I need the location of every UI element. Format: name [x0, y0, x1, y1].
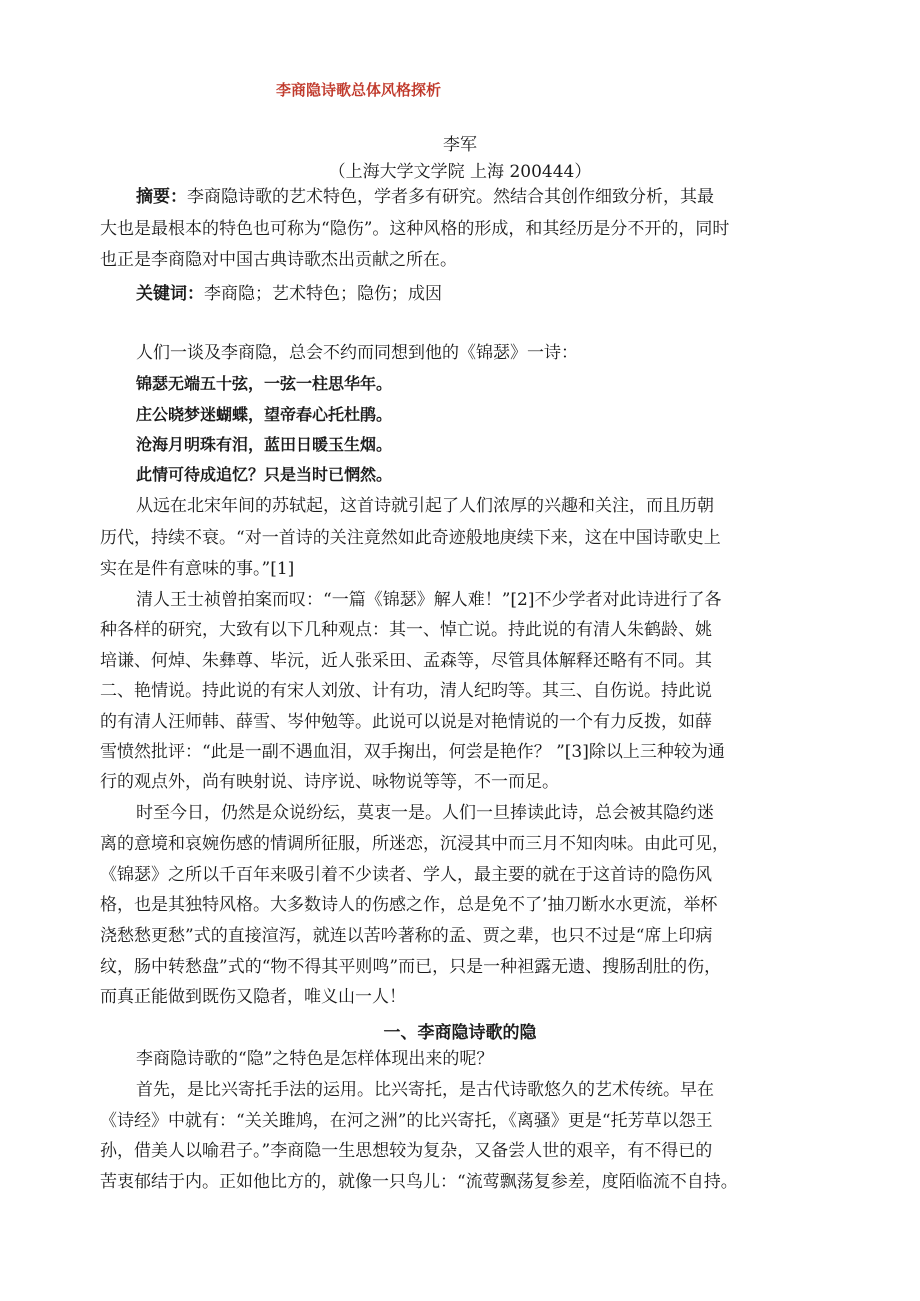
- poem-line: 庄公晓梦迷蝴蝶，望帝春心托杜鹃。: [136, 405, 393, 424]
- paragraph-line: 首先，是比兴寄托手法的运用。比兴寄托，是古代诗歌悠久的艺术传统。早在: [136, 1080, 714, 1100]
- abstract-line: 也正是李商隐对中国古典诗歌杰出贡献之所在。: [100, 250, 457, 270]
- author-affiliation: （上海大学文学院 上海 200444）: [328, 162, 592, 182]
- abstract-line: [136, 187, 836, 207]
- paragraph-line: 的有清人汪师韩、薛雪、岑仲勉等。此说可以说是对艳情说的一个有力反拨，如薛: [100, 712, 712, 732]
- paragraph-line: 而真正能做到既伤又隐者，唯义山一人！: [100, 987, 406, 1007]
- paper-title: 李商隐诗歌总体风格探析: [276, 81, 442, 99]
- abstract-text: 李商隐诗歌的艺术特色，学者多有研究。然结合其创作细致分析，其最: [187, 187, 714, 207]
- keywords-text: 李商隐；艺术特色；隐伤；成因: [204, 284, 442, 304]
- paragraph-line: 孙，借美人以喻君子。”李商隐一生思想较为复杂，又备尝人世的艰辛，有不得已的: [100, 1141, 713, 1161]
- paragraph-line: 培谦、何焯、朱彝尊、毕沅，近人张采田、孟森等，尽管具体解释还略有不同。其: [100, 651, 712, 671]
- abstract-line: 大也是最根本的特色也可称为“隐伤”。这种风格的形成，和其经历是分不开的，同时: [100, 219, 730, 239]
- author-name: 李军: [443, 135, 477, 155]
- paragraph-line: 苦衷郁结于内。正如他比方的，就像一只鸟儿：“流莺飘荡复参差，度陌临流不自持。: [100, 1172, 738, 1192]
- paragraph-line: 《锦瑟》之所以千百年来吸引着不少读者、学人，最主要的就在于这首诗的隐伤风: [100, 865, 712, 885]
- paragraph-line: 行的观点外，尚有映射说、诗序说、咏物说等等，不一而足。: [100, 772, 559, 792]
- intro-line: 人们一谈及李商隐，总会不约而同想到他的《锦瑟》一诗：: [136, 343, 578, 363]
- poem-line: 此情可待成追忆？只是当时已惘然。: [136, 465, 393, 484]
- paragraph-line: 从远在北宋年间的苏轼起，这首诗就引起了人们浓厚的兴趣和关注，而且历朝: [136, 496, 714, 516]
- paragraph-line: 历代，持续不衰。“对一首诗的关注竟然如此奇迹般地庚续下来，这在中国诗歌史上: [100, 528, 721, 548]
- paragraph-line: 格，也是其独特风格。大多数诗人的伤感之作，总是免不了’抽刀断水水更流，举杯: [100, 895, 718, 915]
- paragraph-line: 离的意境和哀婉伤感的情调所征服，所迷恋，沉浸其中而三月不知肉味。由此可见，: [100, 834, 729, 854]
- keywords-line: [136, 284, 836, 304]
- section-heading: 一、李商隐诗歌的隐: [383, 1023, 537, 1043]
- poem-line: 沧海月明珠有泪，蓝田日暖玉生烟。: [136, 435, 393, 454]
- paragraph-line: 种各样的研究，大致有以下几种观点：其一、悼亡说。持此说的有清人朱鹤龄、姚: [100, 620, 712, 640]
- paragraph-line: 时至今日，仍然是众说纷纭，莫衷一是。人们一旦捧读此诗，总会被其隐约迷: [136, 803, 714, 823]
- poem-line: 锦瑟无端五十弦，一弦一柱思华年。: [136, 374, 393, 393]
- paragraph-line: 浇愁愁更愁”式的直接渲泻，就连以苦吟著称的孟、贾之辈，也只不过是“席上印病: [100, 926, 713, 946]
- paragraph-line: 清人王士祯曾拍案而叹：“一篇《锦瑟》解人难！”[2]不少学者对此诗进行了各: [136, 590, 722, 610]
- keywords-label: 关键词：: [136, 284, 204, 304]
- paragraph-line: 李商隐诗歌的“隐”之特色是怎样体现出来的呢？: [136, 1049, 494, 1069]
- paragraph-line: 雪愤然批评：“此是一副不遇血泪，双手掬出，何尝是艳作？ ”[3]除以上三种较为通: [100, 742, 725, 762]
- paragraph-line: 实在是件有意味的事。”[1]: [100, 559, 295, 579]
- paragraph-line: 《诗经》中就有：“关关雎鸠，在河之洲”的比兴寄托，《离骚》更是“托芳草以怨王: [100, 1111, 713, 1131]
- paragraph-line: 二、艳情说。持此说的有宋人刘攽、计有功，清人纪昀等。其三、自伤说。持此说: [100, 681, 712, 701]
- paragraph-line: 纹，肠中转愁盘”式的“物不得其平则鸣”而已，只是一种袒露无遗、搜肠刮肚的伤，: [100, 957, 722, 977]
- abstract-label: 摘要：: [136, 187, 187, 207]
